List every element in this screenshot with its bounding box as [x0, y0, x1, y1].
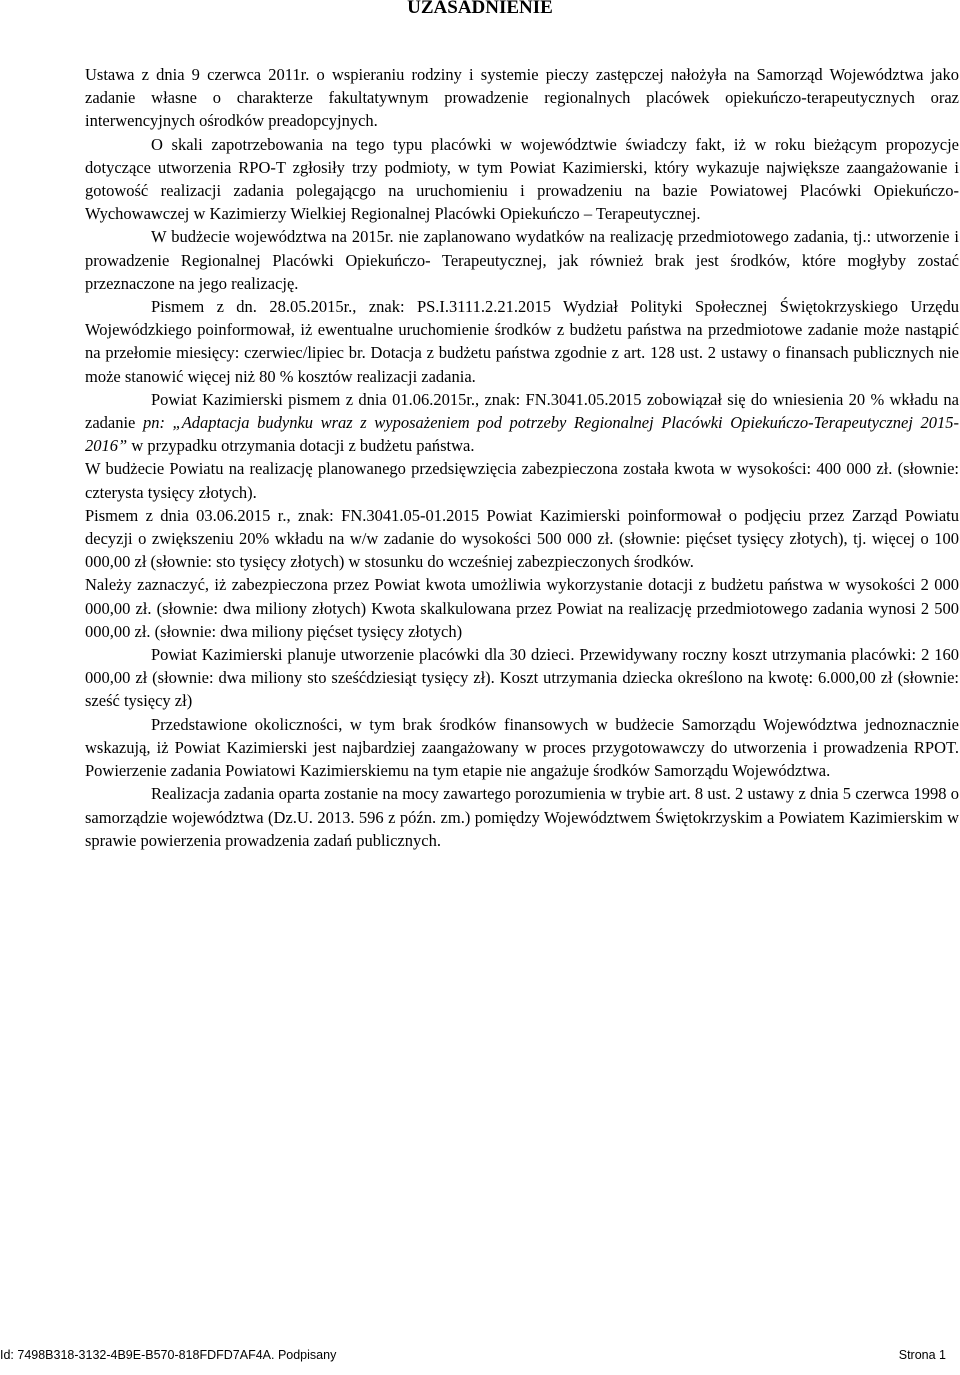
paragraph-county-budget: W budżecie Powiatu na realizację planowanego przedsięwzięcia zabezpieczona została kwota w wysokości: 400 000 zł. (słownie: czterysta tysięcy złotych).	[85, 459, 959, 502]
footer-page-number: Strona 1	[898, 1348, 946, 1362]
paragraph-agreement: Realizacja zadania oparta zostanie na mocy zawartego porozumienia w trybie art. 8 ust. 2 ustawy z dnia 5 czerwca 1998 o samorządzie województwa (Dz.U. 2013. 596 z późn. zm.) pomiędzy Województwem Świętokrzyskim a Powiatem Kazimierskim w sprawie powierzenia prowadzenia zadań publicznych.	[85, 784, 959, 850]
document-body	[85, 63, 959, 852]
paragraph-circumstances: Przedstawione okoliczności, w tym brak środków finansowych w budżecie Samorządu Województwa jednoznacznie wskazują, iż Powiat Kazimierski jest najbardziej zaangażowany w proces przygotowawczy do utworzenia i prowadzenia RPOT. Powierzenie zadania Powiatowi Kazimierskiemu na tym etapie nie angażuje środków Samorządu Województwa.	[85, 714, 959, 781]
pledge-tail-text: w przypadku otrzymania dotacji z budżetu państwa.	[127, 436, 475, 456]
paragraph-legal-basis: Ustawa z dnia 9 czerwca 2011r. o wspieraniu rodziny i systemie pieczy zastępczej nałożyła na Samorząd Województwa jako zadanie własne o charakterze fakultatywnym prowadzenie regionalnych placówek opiekuńczo-terapeutycznych oraz interwencyjnych ośrodków preadopcyjnych.	[85, 65, 959, 131]
paragraph-capacity: Powiat Kazimierski planuje utworzenie placówki dla 30 dzieci. Przewidywany roczny koszt utrzymania placówki: 2 160 000,00 zł (słownie: dwa miliony sto sześćdziesiąt tysięcy zł). Koszt utrzymania dziecka określono na kwotę: 6.000,00 zł (słownie: sześć tysięcy zł)	[85, 645, 959, 711]
pledge-lead-text: Powiat Kazimierski pismem z dnia 01.06.2015r., znak: FN.3041.05.2015 zobowiązał się do wniesienia 20 % wkładu na zadanie	[85, 389, 959, 433]
paragraph-demand: O skali zapotrzebowania na tego typu placówki w województwie świadczy fakt, iż w roku bieżącym propozycje dotyczące utworzenia RPO-T zgłosiły trzy podmioty, w tym Powiat Kazimierski, który wykazuje największe zaangażowanie i gotowość realizacji zadania polegającgo na uruchomieniu i prowadzeniu na bazie Powiatowej Placówki Opiekuńczo-Wychowawczej w Kazimierzy Wielkiej Regionalnej Placówki Opiekuńczo – Terapeutycznej.	[85, 134, 959, 224]
footer-document-id: Id: 7498B318-3132-4B9E-B570-818FDFD7AF4A. Podpisany	[0, 1348, 337, 1362]
paragraph-total-cost: Należy zaznaczyć, iż zabezpieczona przez Powiat kwota umożliwia wykorzystanie dotacji z budżetu państwa w wysokości 2 000 000,00 zł. (słownie: dwa miliony złotych) Kwota skalkulowana przez Powiat na realizację przedmiotowego zadania wynosi 2 500 000,00 zł. (słownie: dwa miliony pięćset tysięcy złotych)	[85, 575, 959, 641]
paragraph-pledge	[85, 388, 959, 458]
paragraph-state-funding: Pismem z dn. 28.05.2015r., znak: PS.I.3111.2.21.2015 Wydział Polityki Społecznej Świętokrzyskiego Urzędu Wojewódzkiego poinformował, iż ewentualne uruchomienie środków z budżetu państwa na przedmiotowe zadanie może nastąpić na przełomie miesięcy: czerwiec/lipiec br. Dotacja z budżetu państwa zgodnie z art. 128 ust. 2 ustawy o finansach publicznych nie może stanowić więcej niż 80 % kosztów realizacji zadania.	[85, 297, 959, 386]
paragraph-budget: W budżecie województwa na 2015r. nie zaplanowano wydatków na realizację przedmiotowego zadania, tj.: utworzenie i prowadzenie Regionalnej Placówki Opiekuńczo- Terapeutycznej, jak również brak jest środków, które mogłyby zostać przeznaczone na jego realizację.	[85, 227, 959, 293]
pledge-project-name: pn: „Adaptacja budynku wraz z wyposażeniem pod potrzeby Regionalnej Placówki Opiekuńczo-Terapeutycznej 2015-2016”	[85, 413, 959, 456]
paragraph-increase: Pismem z dnia 03.06.2015 r., znak: FN.3041.05-01.2015 Powiat Kazimierski poinformował o podjęciu przez Zarząd Powiatu decyzji o zwiększeniu 20% wkładu na w/w zadanie do wysokości 500 000 zł. (słownie: pięćset tysięcy złotych), tj. więcej o 100 000,00 zł (słownie: sto tysięcy złotych) w stosunku do wcześniej zabezpieczonych środków.	[85, 505, 959, 572]
document-title: UZASADNIENIE	[407, 0, 553, 18]
